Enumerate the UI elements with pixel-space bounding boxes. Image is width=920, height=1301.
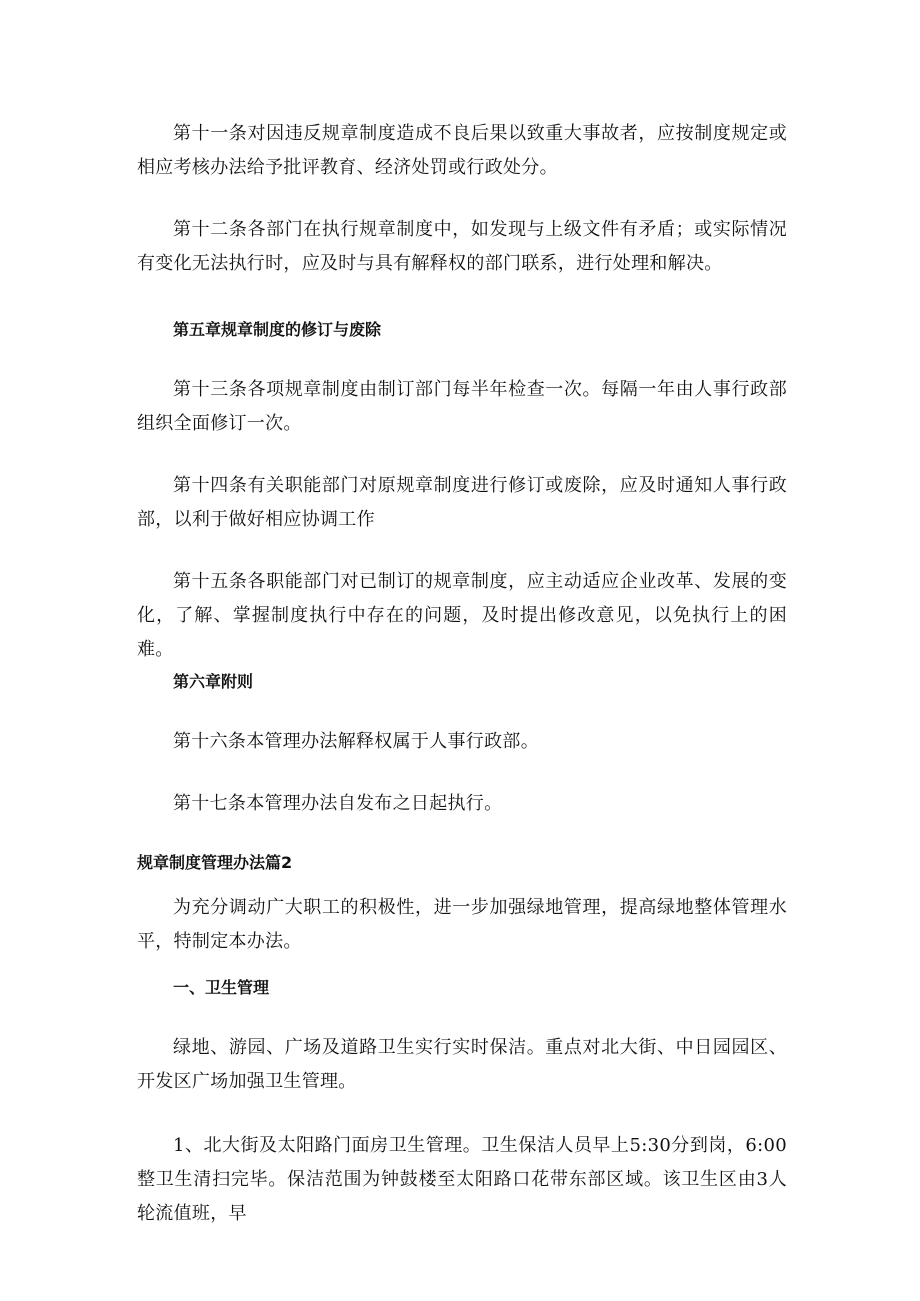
part-2-title: 规章制度管理办法篇2 bbox=[137, 853, 293, 872]
article-16: 第十六条本管理办法解释权属于人事行政部。 bbox=[173, 731, 539, 752]
section-1-paragraph-1: 绿地、游园、广场及道路卫生实行实时保洁。重点对北大街、中日园园区、开发区广场加强卫生管理。 bbox=[137, 1037, 787, 1092]
section-1-paragraph-2: 1、北大街及太阳路门面房卫生管理。卫生保洁人员早上5:30分到岗，6:00整卫生清扫完毕。保洁范围为钟鼓楼至太阳路口花带东部区域。该卫生区由3人轮流值班，早 bbox=[137, 1135, 787, 1224]
chapter-5-heading: 第五章规章制度的修订与废除 bbox=[173, 320, 382, 339]
article-11: 第十一条对因违反规章制度造成不良后果以致重大事故者，应按制度规定或相应考核办法给予批评教育、经济处罚或行政处分。 bbox=[137, 123, 787, 178]
article-12: 第十二条各部门在执行规章制度中，如发现与上级文件有矛盾；或实际情况有变化无法执行时，应及时与具有解释权的部门联系，进行处理和解决。 bbox=[137, 219, 787, 274]
section-1-heading: 一、卫生管理 bbox=[173, 978, 270, 997]
chapter-6-heading: 第六章附则 bbox=[173, 672, 254, 691]
intro-paragraph: 为充分调动广大职工的积极性，进一步加强绿地管理，提高绿地整体管理水平，特制定本办法。 bbox=[137, 897, 787, 952]
article-14: 第十四条有关职能部门对原规章制度进行修订或废除，应及时通知人事行政部，以利于做好相应协调工作 bbox=[137, 475, 787, 530]
article-13: 第十三条各项规章制度由制订部门每半年检查一次。每隔一年由人事行政部组织全面修订一次。 bbox=[137, 379, 787, 434]
article-17: 第十七条本管理办法自发布之日起执行。 bbox=[173, 793, 503, 814]
article-15: 第十五条各职能部门对已制订的规章制度，应主动适应企业改革、发展的变化，了解、掌握制度执行中存在的问题，及时提出修改意见，以免执行上的困难。 bbox=[137, 571, 787, 660]
